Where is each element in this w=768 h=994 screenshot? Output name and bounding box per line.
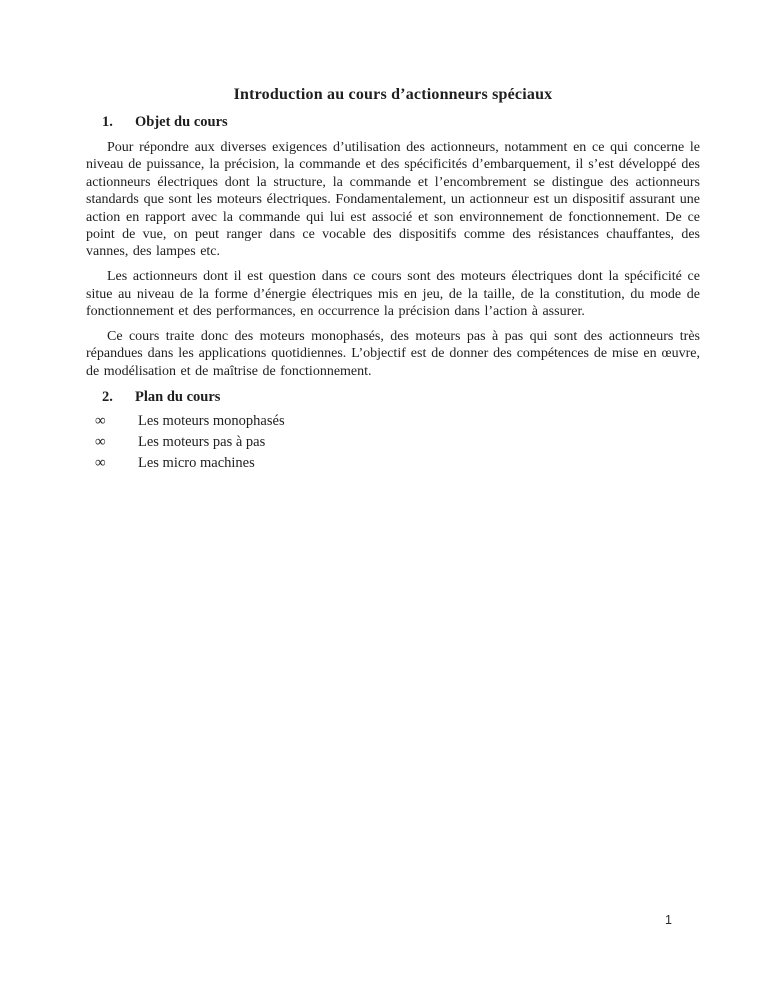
section-1-heading — [86, 113, 700, 132]
page-number: 1 — [665, 913, 672, 927]
document-title: Introduction au cours d’actionneurs spéciaux — [233, 86, 553, 103]
section-1-heading-label: Objet du cours — [135, 114, 228, 130]
section-2-heading-label: Plan du cours — [135, 388, 221, 405]
plan-list — [86, 411, 700, 474]
list-item — [86, 453, 700, 474]
paragraph-2: Les actionneurs dont il est question dans ce cours sont des moteurs électriques dont la spécificité ce situe au niveau de la forme d’énergie électriques mis en jeu, de la taille, de la constitution, du mode de fonctionnement et des performances, en occurrence la précision dans l’action à assurer. — [86, 269, 700, 320]
list-item — [86, 432, 700, 453]
list-item — [86, 411, 700, 432]
list-item-label: Les micro machines — [138, 454, 255, 471]
infinity-bullet-icon: ∞ — [95, 412, 106, 429]
infinity-bullet-icon: ∞ — [95, 454, 106, 471]
page-content — [0, 0, 768, 474]
section-2-number: 2. — [102, 388, 113, 405]
list-item-label: Les moteurs pas à pas — [138, 433, 266, 450]
paragraph-3: Ce cours traite donc des moteurs monophasés, des moteurs pas à pas qui sont des actionneurs très répandues dans les applications quotidiennes. L’objectif est de donner des compétences de mise en œuvre, de modélisation et de maîtrise de fonctionnement. — [86, 329, 700, 379]
section-1-number: 1. — [102, 114, 113, 130]
list-item-label: Les moteurs monophasés — [138, 412, 285, 429]
infinity-bullet-icon: ∞ — [95, 433, 106, 450]
section-2-heading — [86, 388, 700, 407]
paragraph-1: Pour répondre aux diverses exigences d’utilisation des actionneurs, notamment en ce qui concerne le niveau de puissance, la précision, la commande et des spécificités d’embarquement, il s’est développé des actionneurs électriques dont la structure, la commande et l’encombrement se distingue des actionneurs standards que sont les moteurs électriques. Fondamentalement, un actionneur est un dispositif assurant une action en rapport avec la commande qui lui est associé et son environnement de fonctionnement. De ce point de vue, on peut ranger dans ce vocable des dispositifs comme des résistances chauffantes, des vannes, des lampes etc. — [86, 140, 700, 260]
